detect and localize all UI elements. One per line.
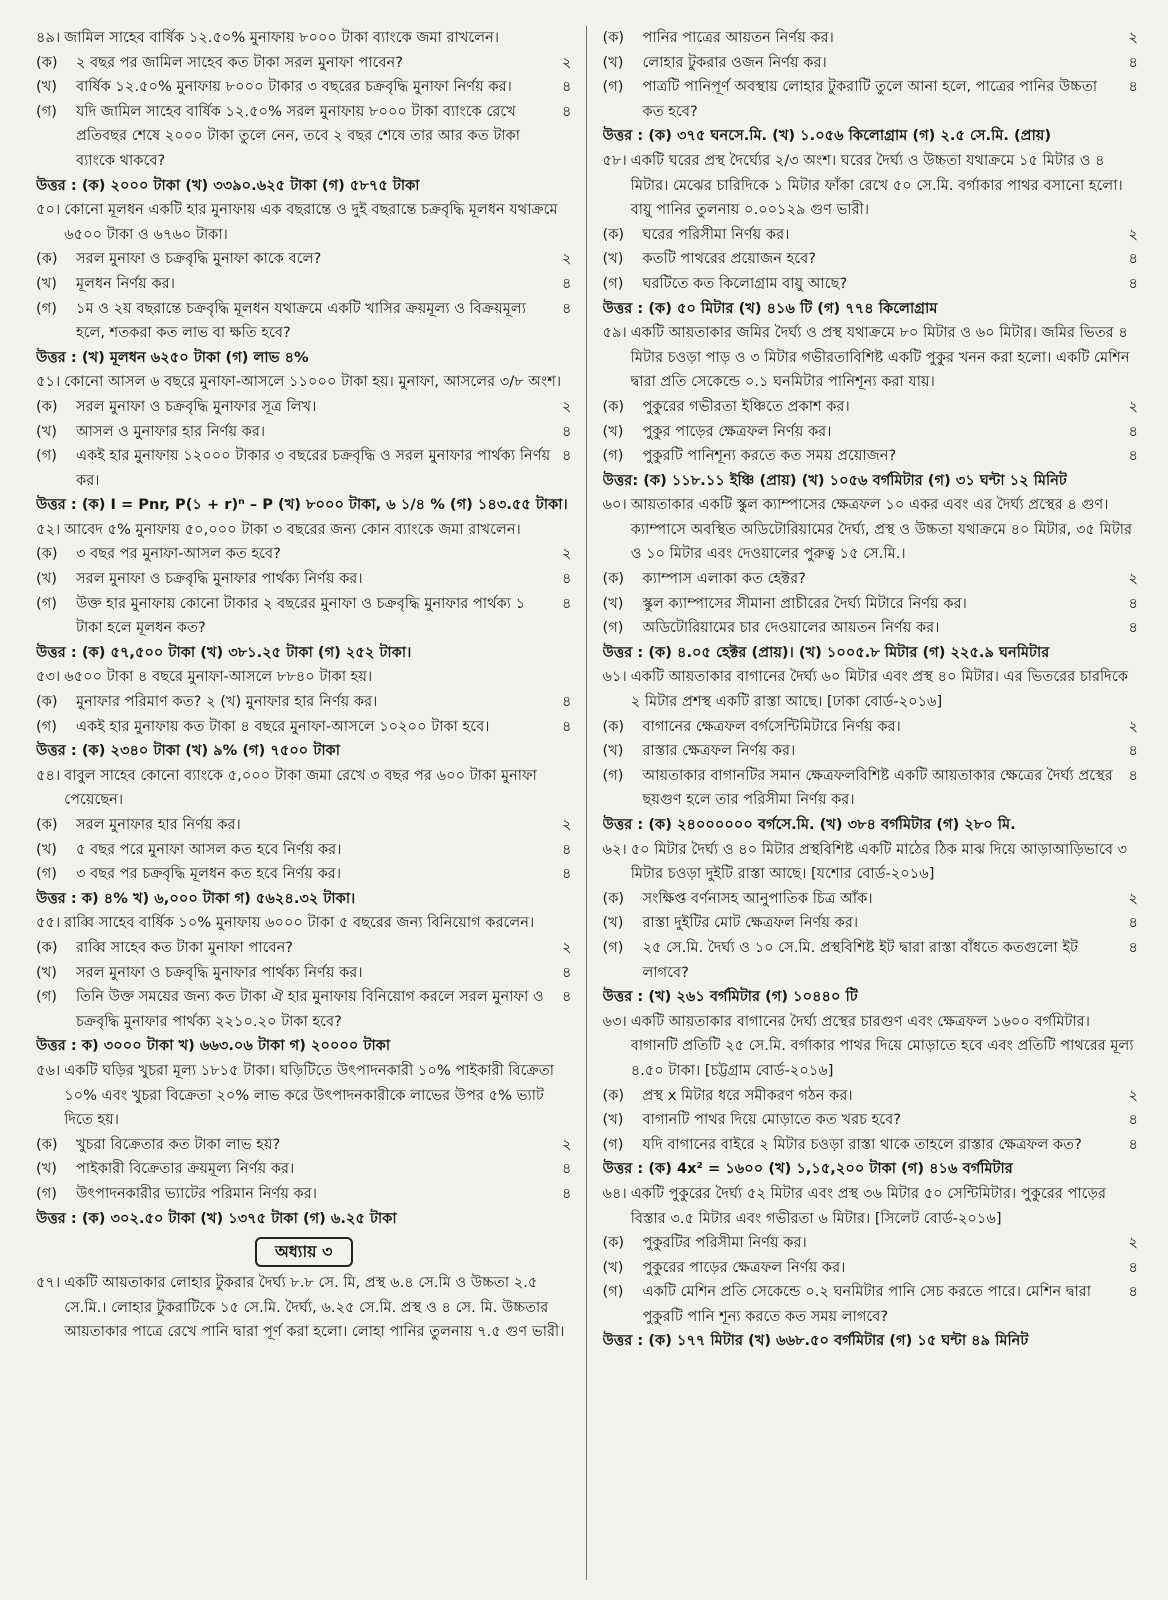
sub-question-label: (গ): [36, 102, 57, 120]
sub-question-text: খুচরা বিক্রেতার কত টাকা লাভ হয়?: [76, 1135, 281, 1153]
answer-text: (ক) ২৩৪০ টাকা (খ) ৯% (গ) ৭৫০০ টাকা: [81, 742, 341, 760]
sub-question: [603, 1256, 1139, 1281]
sub-question-label: (ক): [36, 816, 58, 833]
sub-question: [36, 592, 572, 641]
sub-question-label: (ক): [36, 250, 58, 268]
sub-question: [36, 444, 572, 493]
sub-question-text: উৎপাদনকারীর ভ্যাটের পরিমান নির্ণয় কর।: [76, 1184, 318, 1202]
sub-question: [36, 272, 572, 297]
sub-question-text: মুনাফার পরিমাণ কত? ২ (খ) মুনাফার হার নির্ণয় কর।: [76, 693, 378, 711]
answer-text: (ক) ৫০ মিটার (খ) ৪১৬ টি (গ) ৭৭৪ কিলোগ্রাম: [648, 299, 938, 317]
sub-question-text: পাত্রটি পানিপূর্ণ অবস্থায় লোহার টুকরাটি তুলে আনা হলে, পাত্রের পানির উচ্চতা কত হবে?: [642, 78, 1098, 120]
right-column: [603, 26, 1139, 1580]
question-number: ৫৪।: [36, 766, 61, 784]
answer-text: (ক) ৫৭,৫০০ টাকা (খ) ৩৮১.২৫ টাকা (গ) ২৫২ টাকা।: [81, 643, 412, 661]
answer-line: [603, 124, 1139, 149]
sub-question: [603, 1231, 1139, 1256]
question-number: ৪৯।: [36, 29, 61, 46]
marks: ৪: [562, 865, 572, 883]
marks: ৪: [562, 1160, 572, 1178]
answer-text: (খ) ২৬১ বর্গমিটার (গ) ১০৪৪০ টি: [648, 988, 858, 1006]
marks: ৪: [1128, 938, 1138, 956]
sub-question-text: তিনি উক্ত সময়ের জন্য কত টাকা ঐ হার মুনাফায় বিনিয়োগ করলে সরল মুনাফা ও চক্রবৃদ্ধি মুনাফার পার্থক্য ২২১০.২০ টাকা হবে?: [76, 988, 544, 1030]
sub-question-text: কতটি পাথরের প্রয়োজন হবে?: [642, 250, 816, 268]
sub-question-label: (ক): [602, 225, 625, 243]
sub-question: [36, 985, 572, 1034]
sub-question: [603, 764, 1139, 813]
marks: ৪: [1128, 447, 1138, 465]
marks: ৪: [562, 447, 572, 465]
answer-line: [603, 813, 1139, 838]
marks: ২: [562, 53, 572, 71]
marks: ২: [1128, 1234, 1138, 1252]
sub-question-text: বার্ষিক ১২.৫০% মুনাফায় ৮০০০ টাকার ৩ বছরের চক্রবৃদ্ধি মুনাফা নির্ণয় কর।: [76, 78, 512, 96]
answer-text: (ক) ২০০০ টাকা (খ) ৩৩৯০.৬২৫ টাকা (গ) ৫৮৭৫ টাকা: [81, 176, 420, 194]
marks: ২: [1128, 570, 1138, 588]
question-number: ৫৮।: [602, 151, 627, 169]
answer-line: [603, 469, 1139, 494]
question-text: একটি আয়তাকার বাগানের দৈর্ঘ্য প্রস্থের চারগুণ এবং ক্ষেত্রফল ১৬০০ বর্গমিটার। বাগানটি প্রতিটি ২৫ সে.মি. বর্গাকার পাথর দিয়ে মোড়াতে হবে এবং প্রতিটি পাথরের মূল্য ৪.৫০ টাকা। [চট্টগ্রাম বোর্ড-২০১৬]: [630, 1012, 1134, 1079]
answer-label: উত্তর :: [602, 1332, 644, 1350]
marks: ৪: [1128, 594, 1138, 612]
sub-question-label: (ক): [602, 1234, 625, 1252]
question-number: ৫১।: [36, 373, 61, 391]
sub-question: [36, 690, 572, 715]
sub-question: [36, 1133, 572, 1158]
sub-question-text: বাগানটি পাথর দিয়ে মোড়াতে কত খরচ হবে?: [642, 1111, 902, 1129]
question-text: আয়তাকার একটি স্কুল ক্যাম্পাসের ক্ষেত্রফল ১০ একর এবং এর দৈর্ঘ্য প্রস্থের ৪ গুণ। ক্যাম্পাসে অবস্থিত অডিটোরিয়ামের দৈর্ঘ্য, প্রস্থ ও উচ্চতা যথাক্রমে ৪০ মিটার, ৩৫ মিটার ও ১০ মিটার এবং দেওয়ালের পুরুত্ব ১৫ সে.মি.।: [630, 496, 1133, 563]
sub-question: [603, 223, 1139, 248]
answer-text: ক) ৪% খ) ৬,০০০ টাকা গ) ৫৬২৪.৩২ টাকা।: [81, 889, 356, 907]
marks: ২: [1128, 889, 1138, 907]
sub-question-label: (ক): [602, 717, 625, 735]
sub-question-label: (গ): [36, 865, 57, 883]
sub-question-label: (গ): [602, 1135, 624, 1153]
question-text: ৫০ মিটার দৈর্ঘ্য ও ৪০ মিটার প্রস্থবিশিষ্ট একটি মাঠের ঠিক মাঝ দিয়ে আড়াআড়িভাবে ৩ মিটার চওড়া দুইটি রাস্তা আছে। [যশোর বোর্ড-২০১৬]: [630, 840, 1128, 883]
sub-question: [603, 444, 1139, 469]
sub-question-text: সরল মুনাফা ও চক্রবৃদ্ধি মুনাফা কাকে বলে?: [76, 250, 322, 268]
sub-question-label: (গ): [602, 447, 624, 465]
sub-question: [36, 1157, 572, 1182]
sub-question-text: পুকুরের গভীরতা ইঞ্চিতে প্রকাশ কর।: [642, 397, 850, 415]
sub-question-text: ২৫ সে.মি. দৈর্ঘ্য ও ১০ সে.মি. প্রস্থবিশিষ্ট ইট দ্বারা রাস্তা বাঁধতে কতগুলো ইট লাগবে?: [642, 938, 1078, 981]
sub-question-text: যদি জামিল সাহেব বার্ষিক ১২.৫০% সরল মুনাফায় ৮০০০ টাকা ব্যাংকে রেখে প্রতিবছর শেষে ২০০০ টাকা তুলে নেন, তবে ২ বছর শেষে তার আর কত টাকা ব্যাংকে থাকবে?: [76, 102, 520, 169]
question-text: রাব্বি সাহেব বার্ষিক ১০% মুনাফায় ৬০০০ টাকা ৫ বছরের জন্য বিনিয়োগ করলেন।: [64, 914, 535, 932]
sub-question: [603, 26, 1139, 51]
sub-question-label: (ক): [36, 938, 58, 956]
sub-question-text: সরল মুনাফা ও চক্রবৃদ্ধি মুনাফার পার্থক্য নির্ণয় কর।: [76, 570, 363, 588]
marks: ৪: [562, 422, 572, 440]
sub-question-text: বাগানের ক্ষেত্রফল বর্গসেন্টিমিটারে নির্ণয় কর।: [642, 717, 901, 735]
marks: ৪: [562, 78, 572, 96]
answer-line: [36, 739, 572, 764]
marks: ২: [562, 545, 572, 563]
sub-question-text: ২ বছর পর জামিল সাহেব কত টাকা সরল মুনাফা পাবেন?: [76, 53, 403, 71]
sub-question: [36, 247, 572, 272]
sub-question-text: পুকুরের পাড়ের ক্ষেত্রফল নির্ণয় কর।: [642, 1258, 846, 1276]
sub-question-label: (ক): [602, 889, 625, 907]
marks: ৪: [1128, 914, 1138, 932]
answer-line: [36, 493, 572, 518]
marks: ২: [1128, 717, 1138, 735]
sub-question-label: (খ): [36, 422, 57, 440]
sub-question: [36, 75, 572, 100]
answer-label: উত্তর :: [36, 1037, 77, 1055]
sub-question-label: (ক): [602, 570, 625, 588]
marks: ৪: [562, 102, 572, 120]
answer-label: উত্তর :: [36, 348, 77, 366]
sub-question-label: (খ): [602, 742, 624, 760]
answer-line: [36, 174, 572, 199]
answer-text: (খ) মূলধন ৬২৫০ টাকা (গ) লাভ ৪%: [81, 348, 309, 366]
sub-question-label: (গ): [602, 766, 624, 784]
answer-label: উত্তর :: [36, 1209, 77, 1227]
question: [603, 493, 1139, 567]
answer-line: [36, 887, 572, 912]
answer-label: উত্তর :: [36, 889, 77, 907]
sub-question: [603, 911, 1139, 936]
marks: ৪: [562, 594, 572, 612]
sub-question-text: সরল মুনাফার হার নির্ণয় কর।: [76, 816, 241, 833]
sub-question-label: (ক): [602, 1086, 625, 1104]
answer-label: উত্তর :: [602, 816, 644, 833]
answer-label: উত্তর :: [602, 988, 644, 1006]
marks: ৪: [1128, 1258, 1138, 1276]
chapter-title: অধ্যায় ৩: [255, 1237, 353, 1267]
question: [36, 1059, 572, 1133]
sub-question-text: পুকুরটির পরিসীমা নির্ণয় কর।: [642, 1234, 807, 1252]
answer-text: (ক) ১৭৭ মিটার (খ) ৬৬৮.৫০ বর্গমিটার (গ) ১৫ ঘন্টা ৪৯ মিনিট: [648, 1332, 1029, 1350]
sub-question-text: রাস্তা দুইটির মোট ক্ষেত্রফল নির্ণয় কর।: [642, 914, 859, 932]
sub-question: [603, 1280, 1139, 1329]
marks: ৪: [1128, 1283, 1138, 1301]
question: [36, 911, 572, 936]
sub-question: [36, 961, 572, 986]
sub-question-text: ৩ বছর পর মুনাফা-আসল কত হবে?: [76, 545, 281, 563]
question: [36, 370, 572, 395]
question-number: ৫৫।: [36, 914, 61, 932]
answer-text: (ক) ৪.০৫ হেক্টর (প্রায়)। (খ) ১০০৫.৮ মিটার (গ) ২২৫.৯ ঘনমিটার: [648, 643, 1050, 661]
answer-label: উত্তর :: [602, 643, 644, 661]
sub-question: [603, 936, 1139, 985]
sub-question: [36, 420, 572, 445]
question: [36, 665, 572, 690]
sub-question-text: পুকুরটি পানিশূন্য করতে কত সময় প্রয়োজন?: [642, 447, 897, 465]
sub-question: [36, 51, 572, 76]
sub-question-label: (খ): [36, 1160, 57, 1178]
sub-question-text: ১ম ও ২য় বছরান্তে চক্রবৃদ্ধি মূলধন যথাক্রমে একটি খাসির ক্রয়মূল্য ও বিক্রয়মূল্য হলে, শতকরা কত লাভ বা ক্ষতি হবে?: [76, 299, 526, 342]
marks: ৪: [562, 570, 572, 588]
marks: ৪: [1128, 1135, 1138, 1153]
left-column: [36, 26, 587, 1580]
sub-question-text: একটি মেশিন প্রতি সেকেন্ডে ০.২ ঘনমিটার পানি সেচ করতে পারে। মেশিন দ্বারা পুকুরটি পানি শূন্য করতে কত সময় লাগবে?: [642, 1283, 1091, 1325]
marks: ৪: [562, 299, 572, 317]
question: [603, 1182, 1139, 1231]
answer-text: (ক) I = Pnr, P(১ + r)ⁿ – P (খ) ৮০০০ টাকা, ৬ ১/৪ % (গ) ১৪৩.৫৫ টাকা।: [81, 496, 568, 514]
answer-line: [36, 1207, 572, 1232]
sub-question: [603, 616, 1139, 641]
sub-question-label: (গ): [36, 299, 57, 317]
answer-text: (ক) ৩০২.৫০ টাকা (খ) ১৩৭৫ টাকা (গ) ৬.২৫ টাকা: [81, 1209, 397, 1227]
sub-question: [36, 862, 572, 887]
answer-label: উত্তর :: [36, 496, 77, 514]
answer-line: [36, 641, 572, 666]
marks: ৪: [562, 1184, 572, 1202]
sub-question-label: (খ): [602, 250, 624, 268]
question: [36, 198, 572, 247]
question-text: একটি পুকুরের দৈর্ঘ্য ৫২ মিটার এবং প্রস্থ ৩৬ মিটার ৫০ সেন্টিমিটার। পুকুরের পাড়ের বিস্তার ৩.৫ মিটার এবং গভীরতা ৬ মিটার। [সিলেট বোর্ড-২০১৬]: [630, 1184, 1106, 1227]
sub-question-text: আয়তাকার বাগানটির সমান ক্ষেত্রফলবিশিষ্ট একটি আয়তাকার ক্ষেত্রের দৈর্ঘ্য প্রস্থের ছয়গুণ হলে তার পরিসীমা নির্ণয় কর।: [642, 766, 1113, 809]
question: [603, 321, 1139, 395]
sub-question-label: (খ): [36, 840, 57, 858]
question-text: কোনো আসল ৬ বছরে মুনাফা-আসলে ১১০০০ টাকা হয়। মুনাফা, আসলের ৩/৮ অংশ।: [64, 373, 562, 391]
question: [603, 1010, 1139, 1084]
marks: ২: [1128, 397, 1138, 415]
marks: ৪: [1128, 619, 1138, 637]
marks: ২: [562, 397, 572, 415]
sub-question-label: (গ): [36, 594, 57, 612]
marks: ২: [562, 250, 572, 268]
answer-line: [603, 1157, 1139, 1182]
question: [603, 838, 1139, 887]
question-number: ৬৩।: [602, 1012, 627, 1030]
question: [36, 1271, 572, 1345]
sub-question-label: (ক): [602, 29, 625, 46]
sub-question-label: (খ): [602, 1111, 624, 1129]
sub-question: [603, 247, 1139, 272]
marks: ৪: [562, 717, 572, 735]
marks: ৪: [1128, 422, 1138, 440]
question-number: ৬০।: [602, 496, 627, 514]
marks: ৪: [1128, 742, 1138, 760]
answer-line: [603, 1329, 1139, 1354]
sub-question-label: (খ): [36, 963, 57, 981]
question-text: আবেদ ৫% মুনাফায় ৫০,০০০ টাকা ৩ বছরের জন্য কোন ব্যাংকে জমা রাখলেন।: [64, 520, 521, 538]
marks: ২: [562, 816, 572, 833]
sub-question-text: স্কুল ক্যাম্পাসের সীমানা প্রাচীরের দৈর্ঘ্য মিটারে নির্ণয় কর।: [642, 594, 967, 612]
sub-question-label: (গ): [36, 1184, 57, 1202]
question-number: ৬১।: [602, 668, 627, 686]
question-text: একটি ঘরের প্রস্থ দৈর্ঘ্যের ২/৩ অংশ। ঘরের দৈর্ঘ্য ও উচ্চতা যথাক্রমে ১৫ মিটার ও ৪ মিটার। মেঝের চারিদিকে ১ মিটার ফাঁকা রেখে ৫০ সে.মি. বর্গাকার পাথর বসানো হলো। বায়ু পানির তুলনায় ০.০০১২৯ গুণ ভারী।: [630, 151, 1123, 219]
question-text: জামিল সাহেব বার্ষিক ১২.৫০% মুনাফায় ৮০০০ টাকা ব্যাংকে জমা রাখলেন।: [64, 29, 500, 46]
question-text: একটি আয়তাকার জমির দৈর্ঘ্য ও প্রস্থ যথাক্রমে ৮০ মিটার ও ৬০ মিটার। জমির ভিতর ৪ মিটার চওড়া পাড় ও ৩ মিটার গভীরতাবিশিষ্ট একটি পুকুর খনন করা হলো। একটি মেশিন দ্বারা প্রতি সেকেন্ডে ০.১ ঘনমিটার পানিশূন্য করা যায়।: [630, 324, 1130, 391]
question-text: একটি ঘড়ির খুচরা মূল্য ১৮১৫ টাকা। ঘড়িটিতে উৎপাদনকারী ১০% পাইকারী বিক্রেতা ১০% এবং খুচরা বিক্রেতা ২০% লাভ করে উৎপাদনকারীকে লাভের উপর ৫% ভ্যাট দিতে হয়।: [64, 1061, 554, 1129]
sub-question-label: (খ): [602, 1258, 624, 1276]
question: [603, 665, 1139, 714]
sub-question: [603, 395, 1139, 420]
answer-label: উত্তর :: [36, 742, 77, 760]
sub-question: [36, 1182, 572, 1207]
sub-question-label: (খ): [36, 570, 57, 588]
marks: ৪: [562, 693, 572, 711]
sub-question-text: ৩ বছর পর চক্রবৃদ্ধি মূলধন কত হবে নির্ণয় কর।: [76, 865, 342, 883]
sub-question-label: (খ): [36, 274, 57, 292]
sub-question: [36, 297, 572, 346]
sub-question: [36, 936, 572, 961]
sub-question-label: (ক): [36, 1135, 58, 1153]
sub-question: [603, 887, 1139, 912]
question-text: একটি আয়তাকার লোহার টুকরার দৈর্ঘ্য ৮.৮ সে. মি, প্রস্থ ৬.৪ সে.মি ও উচ্চতা ২.৫ সে.মি.। লোহার টুকরাটিকে ১৫ সে.মি. দৈর্ঘ্য, ৬.২৫ সে.মি. প্রস্থ ও ৪ সে. মি. উচ্চতার আয়তাকার পাত্রে রেখে পানি দ্বারা পূর্ণ করা হলো। লোহা পানির তুলনায় ৭.৫ গুণ ভারী।: [64, 1274, 565, 1341]
marks: ২: [1128, 1086, 1138, 1104]
sub-question-text: রাস্তার ক্ষেত্রফল নির্ণয় কর।: [642, 742, 796, 760]
answer-text: (ক) ২৪০০০০০০ বর্গসে.মি. (খ) ৩৮৪ বর্গমিটার (গ) ২৮০ মি.: [648, 816, 1016, 833]
sub-question: [603, 1084, 1139, 1109]
sub-question-text: পাইকারী বিক্রেতার ক্রয়মূল্য নির্ণয় কর।: [76, 1160, 295, 1178]
question-number: ৬৪।: [602, 1184, 627, 1202]
sub-question: [603, 1133, 1139, 1158]
marks: ৪: [1128, 78, 1138, 96]
sub-question-label: (খ): [36, 78, 57, 96]
sub-question-label: (গ): [602, 1283, 624, 1301]
answer-label: উত্তর :: [602, 1160, 644, 1178]
sub-question-text: সরল মুনাফা ও চক্রবৃদ্ধি মুনাফার সূত্র লিখ।: [76, 397, 317, 415]
answer-text: (ক) ৩৭৫ ঘনসে.মি. (খ) ১.০৫৬ কিলোগ্রাম (গ) ২.৫ সে.মি. (প্রায়): [648, 127, 1052, 145]
sub-question: [36, 567, 572, 592]
sub-question: [603, 739, 1139, 764]
sub-question-label: (গ): [36, 447, 57, 465]
question-text: কোনো মূলধন একটি হার মুনাফায় এক বছরান্তে ও দুই বছরান্তে চক্রবৃদ্ধি মূলধন যথাক্রমে ৬৫০০ টাকা ও ৬৭৬০ টাকা।: [64, 201, 558, 243]
sub-question-text: পুকুর পাড়ের ক্ষেত্রফল নির্ণয় কর।: [642, 422, 832, 440]
sub-question-label: (গ): [602, 274, 624, 292]
sub-question: [36, 395, 572, 420]
sub-question-text: ঘরটিতে কত কিলোগ্রাম বায়ু আছে?: [642, 274, 848, 292]
sub-question-label: (খ): [602, 422, 624, 440]
sub-question-text: পানির পাত্রের আয়তন নির্ণয় কর।: [642, 29, 834, 46]
answer-line: [603, 985, 1139, 1010]
sub-question-text: যদি বাগানের বাইরে ২ মিটার চওড়া রাস্তা থাকে তাহলে রাস্তার ক্ষেত্রফল কত?: [642, 1135, 1082, 1153]
sub-question-text: প্রস্থ x মিটার ধরে সমীকরণ গঠন কর।: [642, 1086, 853, 1104]
sub-question-label: (ক): [602, 397, 625, 415]
answer-line: [603, 297, 1139, 322]
marks: ২: [1128, 225, 1138, 243]
marks: ২: [562, 938, 572, 956]
sub-question-label: (ক): [36, 693, 58, 711]
answer-label: উত্তর:: [602, 471, 639, 489]
answer-line: [36, 346, 572, 371]
sub-question: [36, 813, 572, 838]
marks: ২: [1128, 29, 1138, 46]
sub-question-text: ঘরের পরিসীমা নির্ণয় কর।: [642, 225, 790, 243]
sub-question-label: (খ): [602, 914, 624, 932]
sub-question: [36, 838, 572, 863]
sub-question-text: রাব্বি সাহেব কত টাকা মুনাফা পাবেন?: [76, 938, 294, 956]
sub-question-label: (খ): [602, 594, 624, 612]
sub-question: [603, 51, 1139, 76]
question-number: ৫২।: [36, 520, 61, 538]
sub-question: [36, 542, 572, 567]
sub-question-text: ৫ বছর পরে মুনাফা আসল কত হবে নির্ণয় কর।: [76, 840, 342, 858]
sub-question-text: সংক্ষিপ্ত বর্ণনাসহ আনুপাতিক চিত্র আঁক।: [642, 889, 873, 907]
marks: ৪: [562, 988, 572, 1006]
question: [36, 764, 572, 813]
question-number: ৫৭।: [36, 1274, 61, 1292]
answer-label: উত্তর :: [36, 643, 77, 661]
sub-question-label: (গ): [36, 988, 57, 1006]
sub-question: [603, 272, 1139, 297]
answer-text: ক) ৩০০০ টাকা খ) ৬৬৩.০৬ টাকা গ) ২০০০০ টাকা: [81, 1037, 391, 1055]
sub-question: [36, 715, 572, 740]
sub-question-text: সরল মুনাফা ও চক্রবৃদ্ধি মুনাফার পার্থক্য নির্ণয় কর।: [76, 963, 363, 981]
question: [603, 149, 1139, 223]
sub-question-label: (ক): [36, 545, 58, 563]
marks: ৪: [562, 840, 572, 858]
sub-question-text: উক্ত হার মুনাফায় কোনো টাকার ২ বছরের মুনাফা ও চক্রবৃদ্ধি মুনাফার পার্থক্য ১ টাকা হলে মূলধন কত?: [76, 594, 526, 637]
answer-label: উত্তর :: [602, 127, 644, 145]
sub-question-text: মূলধন নির্ণয় কর।: [76, 274, 175, 292]
marks: ৪: [562, 274, 572, 292]
answer-text: (ক) ১১৮.১১ ইঞ্চি (প্রায়) (খ) ১০৫৬ বর্গমিটার (গ) ৩১ ঘন্টা ১২ মিনিট: [643, 471, 1067, 489]
sub-question: [603, 75, 1139, 124]
sub-question: [603, 420, 1139, 445]
answer-label: উত্তর :: [602, 299, 644, 317]
marks: ৪: [1128, 274, 1138, 292]
question-number: ৫৩।: [36, 668, 61, 686]
question: [36, 26, 572, 51]
sub-question-label: (গ): [602, 78, 624, 96]
marks: ৪: [1128, 250, 1138, 268]
question-text: বাবুল সাহেব কোনো ব্যাংকে ৫,০০০ টাকা জমা রেখে ৩ বছর পর ৬০০ টাকা মুনাফা পেয়েছেন।: [64, 766, 537, 809]
question-number: ৬২।: [602, 840, 627, 858]
marks: ৪: [562, 963, 572, 981]
sub-question-text: আসল ও মুনাফার হার নির্ণয় কর।: [76, 422, 266, 440]
answer-text: (ক) 4x² = ১৬০০ (খ) ১,১৫,২০০ টাকা (গ) ৪১৬ বর্গমিটার: [648, 1160, 1013, 1178]
sub-question-label: (গ): [602, 938, 624, 956]
chapter-heading: [36, 1237, 572, 1267]
question-text: একটি আয়তাকার বাগানের দৈর্ঘ্য ৬০ মিটার এবং প্রস্থ ৪০ মিটার। এর ভিতরের চারদিকে ২ মিটার প্রশস্থ একটি রাস্তা আছে। [ঢাকা বোর্ড-২০১৬]: [630, 668, 1128, 711]
sub-question: [603, 592, 1139, 617]
sub-question-label: (ক): [36, 53, 58, 71]
question-number: ৫৯।: [602, 324, 627, 342]
marks: ৪: [1128, 766, 1138, 784]
sub-question-label: (গ): [602, 619, 624, 637]
sub-question-text: ক্যাম্পাস এলাকা কত হেক্টর?: [642, 570, 806, 588]
sub-question-label: (গ): [36, 717, 57, 735]
sub-question-label: (ক): [36, 397, 58, 415]
sub-question: [603, 567, 1139, 592]
sub-question: [36, 100, 572, 174]
answer-label: উত্তর :: [36, 176, 77, 194]
sub-question: [603, 715, 1139, 740]
question-text: ৬৫০০ টাকা ৪ বছরে মুনাফা-আসলে ৮৮৪০ টাকা হয়।: [64, 668, 373, 686]
sub-question-text: একই হার মুনাফায় কত টাকা ৪ বছরে মুনাফা-আসলে ১০২০০ টাকা হবে।: [76, 717, 490, 735]
marks: ৪: [1128, 53, 1138, 71]
question: [36, 518, 572, 543]
sub-question-text: একই হার মুনাফায় ১২০০০ টাকার ৩ বছরের চক্রবৃদ্ধি ও সরল মুনাফার পার্থক্য নির্ণয় কর।: [76, 447, 551, 489]
question-number: ৫০।: [36, 201, 61, 219]
sub-question-text: লোহার টুকরার ওজন নির্ণয় কর।: [642, 53, 827, 71]
answer-line: [603, 641, 1139, 666]
sub-question-label: (খ): [602, 53, 624, 71]
answer-line: [36, 1034, 572, 1059]
sub-question-text: অডিটোরিয়ামের চার দেওয়ালের আয়তন নির্ণয় কর।: [642, 619, 940, 637]
marks: ২: [562, 1135, 572, 1153]
question-number: ৫৬।: [36, 1061, 61, 1079]
marks: ৪: [1128, 1111, 1138, 1129]
sub-question: [603, 1108, 1139, 1133]
